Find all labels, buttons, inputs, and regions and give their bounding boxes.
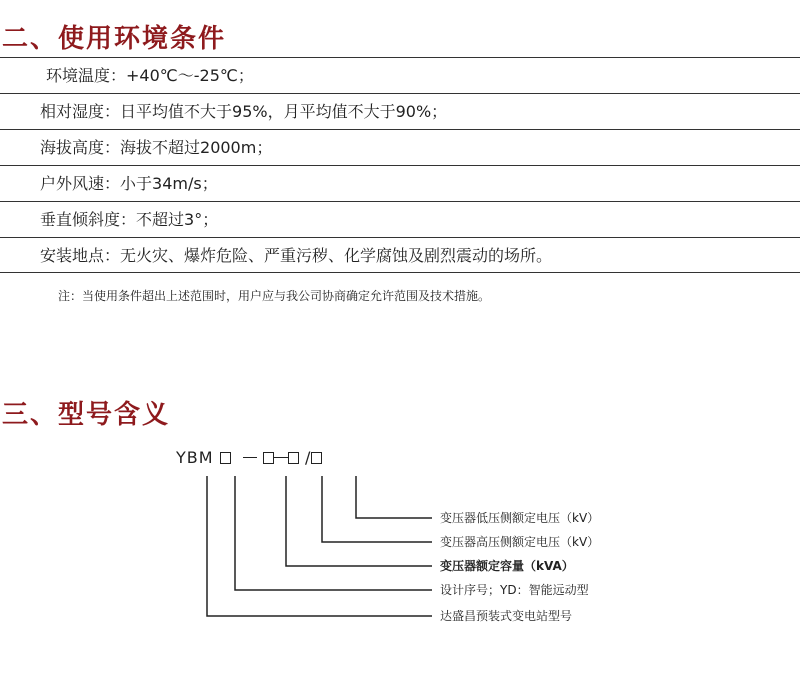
leader-line-capacity: [286, 476, 432, 566]
desc-low-voltage: 变压器低压侧额定电压（kV）: [440, 511, 600, 525]
condition-label: 户外风速：: [40, 174, 121, 193]
condition-value: 日平均值不大于95%，月平均值不大于90%；: [120, 102, 448, 121]
desc-rated-capacity: 变压器额定容量（kVA）: [440, 559, 574, 573]
desc-model-series: 达盛昌预装式变电站型号: [440, 609, 573, 623]
condition-label: 海拔高度：: [40, 138, 121, 157]
usage-note: 注：当使用条件超出上述范围时，用户应与我公司协商确定允许范围及技术措施。: [58, 289, 491, 303]
condition-value: +40℃～-25℃；: [126, 66, 254, 85]
slash-separator: /: [305, 448, 312, 467]
condition-value: 不超过3°；: [136, 210, 219, 229]
condition-label: 相对湿度：: [40, 102, 121, 121]
condition-label: 环境温度：: [46, 66, 127, 85]
desc-high-voltage: 变压器高压侧额定电压（kV）: [440, 535, 600, 549]
section-title-environment: 二、使用环境条件: [2, 24, 227, 54]
condition-value: 无火灾、爆炸危险、严重污秽、化学腐蚀及剧烈震动的场所。: [120, 246, 553, 265]
leader-line-design-no: [235, 476, 432, 590]
section-title-model-meaning: 三、型号含义: [2, 400, 171, 430]
desc-design-serial: 设计序号；YD：智能远动型: [440, 583, 589, 597]
leader-line-hv: [322, 476, 432, 542]
model-prefix: YBM: [176, 448, 214, 467]
condition-label: 安装地点：: [40, 246, 121, 265]
condition-value: 小于34m/s；: [120, 174, 218, 193]
condition-label: 垂直倾斜度：: [40, 210, 137, 229]
leader-line-model: [207, 476, 432, 616]
leader-line-lv: [356, 476, 432, 518]
condition-value: 海拔不超过2000m；: [120, 138, 273, 157]
